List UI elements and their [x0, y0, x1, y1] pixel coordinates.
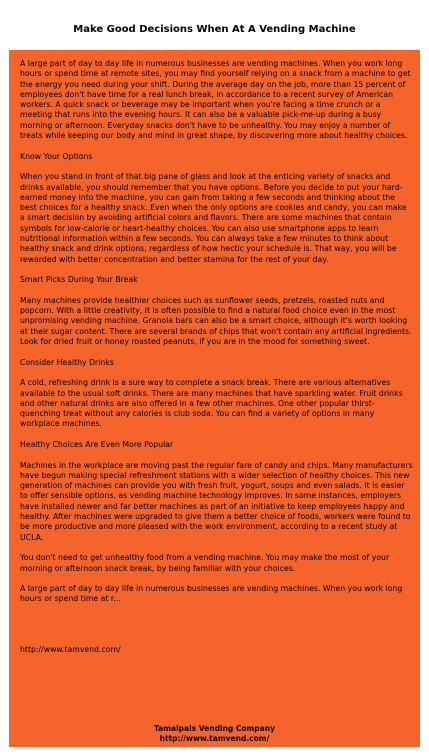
footer-company: Tamalpais Vending Company	[154, 724, 275, 733]
section-heading-drinks: Consider Healthy Drinks	[20, 357, 114, 367]
header	[0, 0, 429, 42]
smart-picks-paragraph: Many machines provide healthier choices such as sunflower seeds, pretzels, roasted nuts and popcorn. With a little creativity, it is often possible to find a natural food choice even in the most unpromising vending machine. Granola bars can also be a smart choice, although it's worth looking at their sugar content. There are several brands of chips that won't contain any artificial ingredients. Look for dried fruit or honey roasted peanuts, if you are in the mood for something sweet.	[20, 295, 412, 347]
article-link[interactable]: http://www.tamvend.com/	[20, 644, 121, 654]
footer-url[interactable]: http://www.tamvend.com/	[159, 733, 270, 743]
article-body	[20, 59, 413, 665]
healthy-choices-paragraph: Machines in the workplace are moving past the regular fare of candy and chips. Many manufacturers have begun making special refreshment stations with a wider selection of healthy choices. This new generation of machines can provide you with fresh fruit, yogurt, soups and even salads. It is easier to offer sensible options, as vending machine technology improves. In some instances, employers have installed newer and far better machines as part of an initiative to keep employees happy and healthy. After machines were upgraded to give them a better choice of foods, workers were found to be more productive and more pleased with the work environment, according to a recent study at UCLA.	[20, 460, 413, 542]
page-title: Make Good Decisions When At A Vending Machine	[73, 24, 356, 35]
section-heading-smart-picks: Smart Picks During Your Break	[20, 275, 138, 285]
article-panel	[9, 50, 420, 747]
options-paragraph: When you stand in front of that big pane of glass and look at the enticing variety of snacks and drinks available, you should remember that you have options. Before you decide to put your hard-earned money into the machine, you can gain from taking a few seconds and thinking about the best choices for a healthy snack. Even when the only options are cookies and candy, you can make a smart decision by avoiding artificial colors and flavors. There are some machines that contain symbols for low-calorie or heart-healthy choices. You can also use smartphone apps to learn nutritional information within a few seconds. You can always take a few minutes to think about healthy snack and drink options, regardless of how hectic your schedule is. That way, you will be rewarded with better concentration and better stamina for the rest of your day.	[20, 172, 407, 264]
summary-paragraph: A large part of day to day life in numerous businesses are vending machines. When you work long hours or spend time at r...	[20, 584, 403, 604]
closing-paragraph: You don't need to get unhealthy food from a vending machine. You may make the most of your morning or afternoon snack break, by being familiar with your choices.	[20, 553, 390, 573]
section-heading-options: Know Your Options	[20, 151, 93, 161]
intro-paragraph: A large part of day to day life in numerous businesses are vending machines. When you work long hours or spend time at remote sites, you may find yourself relying on a snack from a machine to get the energy you need during your shift. During the average day on the job, more than 15 percent of employees don't have time for a real lunch break, in accordance to a recent survey of American workers. A quick snack or beverage may be important when you're facing a time crunch or a meeting that runs into the evening hours. It can also be a valuable pick-me-up during a busy morning or afternoon. Everyday snacks don't have to be unhealthy. You may enjoy a number of treats while keeping our body and mind in great shape, by discovering more about healthy choices.	[20, 59, 411, 141]
section-heading-healthy-choices: Healthy Choices Are Even More Popular	[20, 439, 174, 449]
drinks-paragraph: A cold, refreshing drink is a sure way to complete a snack break. There are various alternatives available to the usual soft drinks. There are many machines that have sparkling water. Fruit drinks and other natural drinks are also offered in a few other machines. One other popular thirst-quenching treat without any calories is club soda. You can find a variety of options in many workplace machines.	[20, 378, 403, 429]
footer	[9, 724, 420, 743]
